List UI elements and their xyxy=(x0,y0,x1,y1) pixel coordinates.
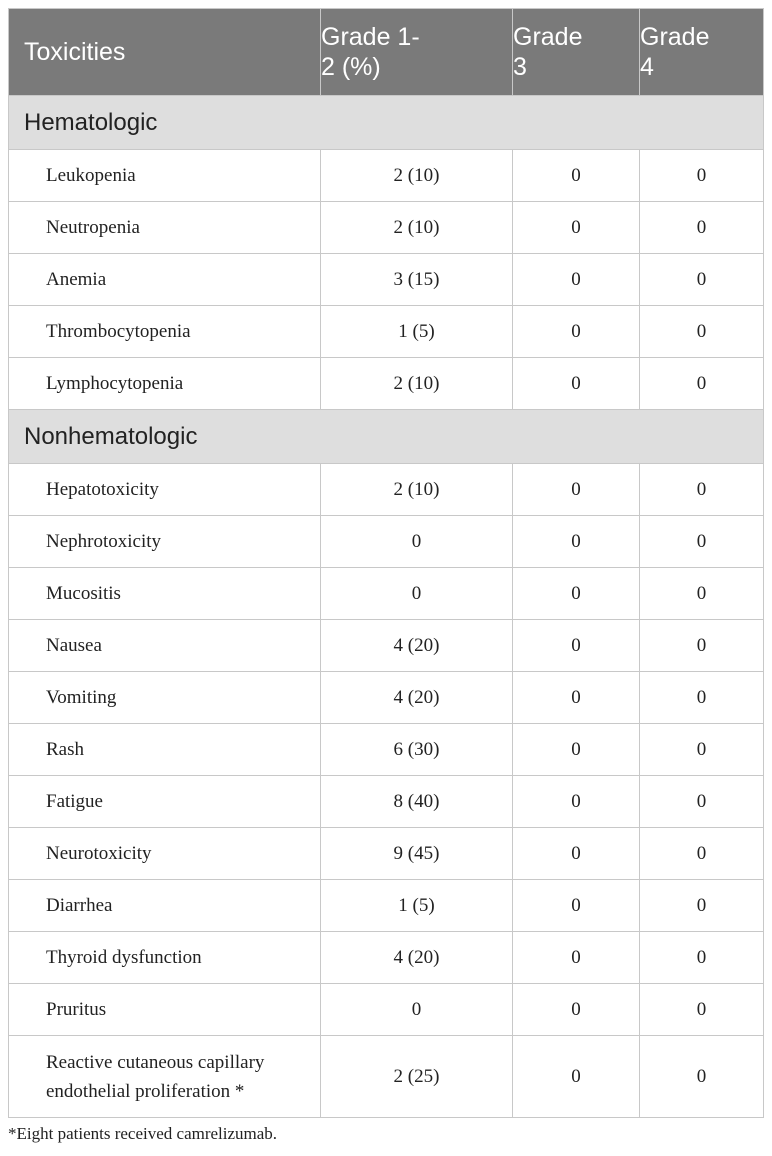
grade-1-2-cell: 2 (25) xyxy=(321,1036,513,1118)
grade-4-cell: 0 xyxy=(640,568,764,620)
toxicity-name-cell: Vomiting xyxy=(9,672,321,724)
grade-1-2-cell: 9 (45) xyxy=(321,828,513,880)
toxicity-name-cell: Reactive cutaneous capillary endothelial proliferation * xyxy=(9,1036,321,1118)
grade-4-cell: 0 xyxy=(640,202,764,254)
grade-4-cell: 0 xyxy=(640,464,764,516)
grade-4-cell: 0 xyxy=(640,828,764,880)
grade-1-2-cell: 8 (40) xyxy=(321,776,513,828)
grade-3-cell: 0 xyxy=(513,620,640,672)
header-row xyxy=(9,9,764,96)
toxicities-table xyxy=(8,8,764,1118)
grade-3-cell: 0 xyxy=(513,358,640,410)
header-grade-3-line2: 3 xyxy=(513,53,527,81)
grade-4-cell: 0 xyxy=(640,880,764,932)
header-toxicities xyxy=(9,9,321,96)
grade-3-cell: 0 xyxy=(513,1036,640,1118)
table-row xyxy=(9,202,764,254)
header-grade-4-line2: 4 xyxy=(640,53,654,81)
toxicity-name-cell: Nephrotoxicity xyxy=(9,516,321,568)
table-row xyxy=(9,984,764,1036)
grade-1-2-cell: 0 xyxy=(321,516,513,568)
toxicity-name-cell: Mucositis xyxy=(9,568,321,620)
toxicity-name-cell: Diarrhea xyxy=(9,880,321,932)
grade-4-cell: 0 xyxy=(640,724,764,776)
table-row xyxy=(9,1036,764,1118)
toxicity-name-cell: Rash xyxy=(9,724,321,776)
table-row xyxy=(9,358,764,410)
grade-1-2-cell: 2 (10) xyxy=(321,202,513,254)
toxicity-name-cell: Nausea xyxy=(9,620,321,672)
toxicity-name-cell: Thrombocytopenia xyxy=(9,306,321,358)
grade-3-cell: 0 xyxy=(513,828,640,880)
toxicity-name-cell: Anemia xyxy=(9,254,321,306)
toxicity-name-cell: Neutropenia xyxy=(9,202,321,254)
header-grade-3 xyxy=(513,9,640,96)
grade-4-cell: 0 xyxy=(640,306,764,358)
grade-1-2-cell: 1 (5) xyxy=(321,880,513,932)
grade-4-cell: 0 xyxy=(640,984,764,1036)
table-body xyxy=(9,96,764,1118)
table-row xyxy=(9,776,764,828)
header-grade-1-2-line1: Grade 1- xyxy=(321,23,420,51)
grade-4-cell: 0 xyxy=(640,932,764,984)
table-footnote: *Eight patients received camrelizumab. xyxy=(8,1124,278,1143)
table-row xyxy=(9,306,764,358)
header-grade-4-line1: Grade xyxy=(640,23,710,51)
grade-1-2-cell: 6 (30) xyxy=(321,724,513,776)
table-row xyxy=(9,516,764,568)
grade-1-2-cell: 4 (20) xyxy=(321,672,513,724)
header-grade-1-2-line2: 2 (%) xyxy=(321,53,381,81)
toxicity-name-cell: Thyroid dysfunction xyxy=(9,932,321,984)
grade-4-cell: 0 xyxy=(640,150,764,202)
table-row xyxy=(9,672,764,724)
toxicity-name-cell: Leukopenia xyxy=(9,150,321,202)
table-row xyxy=(9,464,764,516)
table-row xyxy=(9,828,764,880)
toxicity-name-cell: Hepatotoxicity xyxy=(9,464,321,516)
toxicity-name-cell: Lymphocytopenia xyxy=(9,358,321,410)
grade-3-cell: 0 xyxy=(513,306,640,358)
grade-3-cell: 0 xyxy=(513,254,640,306)
table-row xyxy=(9,254,764,306)
table-row xyxy=(9,724,764,776)
grade-3-cell: 0 xyxy=(513,932,640,984)
header-grade-1-2 xyxy=(321,9,513,96)
toxicity-name-cell: Fatigue xyxy=(9,776,321,828)
header-toxicities-label: Toxicities xyxy=(24,38,126,66)
section-title: Hematologic xyxy=(9,96,764,150)
toxicity-name-cell: Pruritus xyxy=(9,984,321,1036)
table-row xyxy=(9,932,764,984)
grade-3-cell: 0 xyxy=(513,880,640,932)
section-row xyxy=(9,410,764,464)
grade-3-cell: 0 xyxy=(513,672,640,724)
grade-3-cell: 0 xyxy=(513,568,640,620)
header-grade-4 xyxy=(640,9,764,96)
grade-1-2-cell: 2 (10) xyxy=(321,464,513,516)
table-row xyxy=(9,568,764,620)
table-row xyxy=(9,880,764,932)
section-title: Nonhematologic xyxy=(9,410,764,464)
grade-4-cell: 0 xyxy=(640,516,764,568)
grade-4-cell: 0 xyxy=(640,1036,764,1118)
table-header xyxy=(9,9,764,96)
grade-1-2-cell: 0 xyxy=(321,984,513,1036)
grade-1-2-cell: 4 (20) xyxy=(321,620,513,672)
table-row xyxy=(9,150,764,202)
grade-3-cell: 0 xyxy=(513,724,640,776)
grade-1-2-cell: 4 (20) xyxy=(321,932,513,984)
grade-4-cell: 0 xyxy=(640,254,764,306)
grade-1-2-cell: 2 (10) xyxy=(321,150,513,202)
grade-4-cell: 0 xyxy=(640,620,764,672)
grade-1-2-cell: 3 (15) xyxy=(321,254,513,306)
grade-4-cell: 0 xyxy=(640,776,764,828)
toxicity-name-cell: Neurotoxicity xyxy=(9,828,321,880)
table-row xyxy=(9,620,764,672)
grade-4-cell: 0 xyxy=(640,672,764,724)
grade-1-2-cell: 0 xyxy=(321,568,513,620)
grade-1-2-cell: 1 (5) xyxy=(321,306,513,358)
grade-1-2-cell: 2 (10) xyxy=(321,358,513,410)
grade-3-cell: 0 xyxy=(513,776,640,828)
section-row xyxy=(9,96,764,150)
header-grade-3-line1: Grade xyxy=(513,23,583,51)
grade-3-cell: 0 xyxy=(513,464,640,516)
grade-3-cell: 0 xyxy=(513,150,640,202)
grade-4-cell: 0 xyxy=(640,358,764,410)
grade-3-cell: 0 xyxy=(513,202,640,254)
grade-3-cell: 0 xyxy=(513,516,640,568)
grade-3-cell: 0 xyxy=(513,984,640,1036)
